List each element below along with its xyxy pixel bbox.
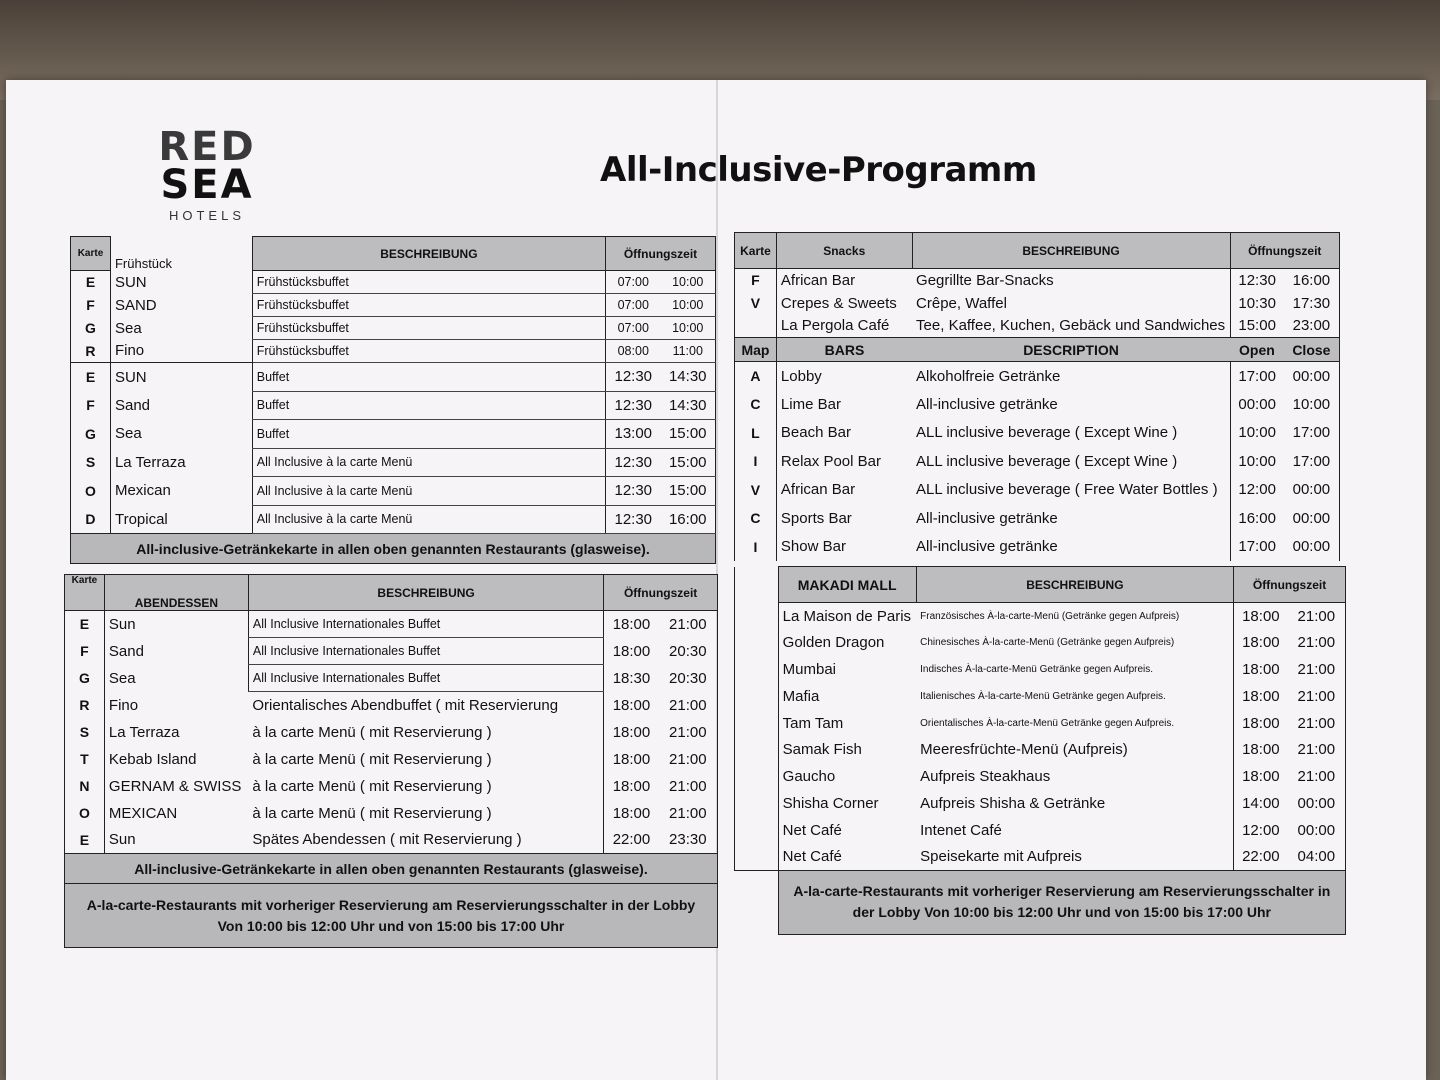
map-code: R: [71, 340, 111, 363]
venue-description: Orientalisches À-la-carte-Menü Getränke gegen Aufpreis.: [920, 717, 1175, 729]
bars-header-name: BARS: [776, 338, 912, 362]
venue-name: Mumbai: [778, 656, 916, 683]
venue-name: Show Bar: [776, 533, 912, 562]
opening-time: 18:30: [604, 665, 659, 692]
venue-description: Gegrillte Bar-Snacks: [916, 271, 1054, 289]
bars-header-desc: DESCRIPTION: [912, 338, 1230, 362]
opening-time: 22:00: [604, 827, 659, 854]
bar-row: [735, 476, 1340, 505]
row-spacer: [735, 710, 779, 737]
mall-row: [735, 603, 1346, 630]
logo-text-sea: SEA: [160, 162, 254, 208]
map-code: [735, 315, 777, 338]
closing-time: 17:00: [1284, 447, 1340, 476]
opening-time: 12:30: [606, 448, 661, 477]
mall-row: [735, 683, 1346, 710]
closing-time: 00:00: [1284, 476, 1340, 505]
map-code: T: [65, 746, 105, 773]
venue-name: Sea: [104, 665, 248, 692]
opening-time: 10:00: [1230, 419, 1284, 448]
venue-name: La Maison de Paris: [778, 603, 916, 630]
opening-time: 10:00: [1230, 447, 1284, 476]
map-code: V: [735, 476, 777, 505]
venue-description: Crêpe, Waffel: [916, 294, 1007, 312]
map-code: V: [735, 292, 777, 315]
venue-description: Buffet: [252, 420, 605, 449]
opening-time: 17:00: [1230, 362, 1284, 391]
venue-description: Tee, Kaffee, Kuchen, Gebäck und Sandwiches: [916, 317, 1226, 335]
map-code: F: [65, 638, 105, 665]
venue-name: La Terraza: [104, 719, 248, 746]
venue-description: Frühstücksbuffet: [252, 340, 605, 363]
breakfast-header-time: Öffnungszeit: [606, 237, 716, 271]
closing-time: 20:30: [659, 638, 718, 665]
map-code: S: [71, 448, 111, 477]
map-code: E: [65, 827, 105, 854]
bar-row: [735, 447, 1340, 476]
opening-time: 18:00: [1234, 629, 1288, 656]
opening-time: 18:00: [604, 800, 659, 827]
venue-description: Aufpreis Steakhaus: [920, 768, 1051, 786]
dinner-header-name: ABENDESSEN: [104, 575, 248, 611]
closing-time: 21:00: [1288, 710, 1346, 737]
row-spacer: [735, 844, 779, 871]
opening-time: 18:00: [1234, 710, 1288, 737]
lunch-row: [71, 391, 716, 420]
venue-description: à la carte Menü ( mit Reservierung ): [252, 750, 492, 768]
opening-time: 18:00: [604, 719, 659, 746]
opening-time: 12:30: [606, 505, 661, 534]
map-code: L: [735, 419, 777, 448]
venue-name: Tam Tam: [778, 710, 916, 737]
bar-row: [735, 419, 1340, 448]
venue-description: All-inclusive getränke: [916, 538, 1058, 556]
opening-time: 12:00: [1234, 817, 1288, 844]
closing-time: 00:00: [1284, 504, 1340, 533]
venue-name: MEXICAN: [104, 800, 248, 827]
snacks-header-code: Karte: [735, 233, 777, 269]
venue-name: La Pergola Café: [776, 315, 912, 338]
snacks-header-desc: BESCHREIBUNG: [912, 233, 1230, 269]
closing-time: 21:00: [1288, 736, 1346, 763]
closing-time: 21:00: [659, 800, 718, 827]
breakfast-row: [71, 294, 716, 317]
bars-header-close: Close: [1284, 338, 1340, 362]
snack-row: [735, 292, 1340, 315]
venue-description: ALL inclusive beverage ( Except Wine ): [916, 452, 1178, 470]
mall-row: [735, 736, 1346, 763]
dinner-reservation-footer: A-la-carte-Restaurants mit vorheriger Reservierung am Reservierungsschalter in der Lobby Von 10:00 bis 12:00 Uhr und von 15:00 bis 17:00 Uhr: [65, 884, 718, 948]
closing-time: 10:00: [660, 271, 715, 294]
opening-time: 00:00: [1230, 390, 1284, 419]
lunch-row: [71, 477, 716, 506]
closing-time: 00:00: [1284, 362, 1340, 391]
dinner-header-time: Öffnungszeit: [604, 575, 718, 611]
breakfast-lunch-table: [70, 236, 716, 564]
dinner-header-code: Karte: [65, 575, 105, 611]
opening-time: 18:00: [604, 692, 659, 719]
breakfast-header-name: Frühstück: [114, 255, 173, 271]
row-spacer: [735, 656, 779, 683]
venue-name: Tropical: [110, 505, 252, 534]
map-code: F: [71, 391, 111, 420]
venue-name: Golden Dragon: [778, 629, 916, 656]
venue-name: Sun: [104, 827, 248, 854]
map-code: O: [65, 800, 105, 827]
closing-time: 20:30: [659, 665, 718, 692]
closing-time: 00:00: [1284, 533, 1340, 562]
closing-time: 21:00: [1288, 603, 1346, 630]
opening-time: 18:00: [1234, 763, 1288, 790]
row-spacer: [735, 763, 779, 790]
closing-time: 21:00: [659, 611, 718, 638]
venue-description: All Inclusive Internationales Buffet: [248, 638, 603, 665]
venue-name: SUN: [110, 363, 252, 392]
mall-header-time: Öffnungszeit: [1234, 567, 1346, 603]
venue-name: Sand: [104, 638, 248, 665]
bar-row: [735, 533, 1340, 562]
venue-name: Fino: [110, 340, 252, 363]
lunch-row: [71, 448, 716, 477]
venue-description: Frühstücksbuffet: [252, 294, 605, 317]
bar-row: [735, 362, 1340, 391]
opening-time: 22:00: [1234, 844, 1288, 871]
map-code: G: [71, 420, 111, 449]
closing-time: 21:00: [1288, 763, 1346, 790]
closing-time: 10:00: [1284, 390, 1340, 419]
venue-description: Frühstücksbuffet: [252, 271, 605, 294]
venue-name: Kebab Island: [104, 746, 248, 773]
lunch-drinks-note: All-inclusive-Getränkekarte in allen oben genannten Restaurants (glasweise).: [71, 534, 716, 564]
map-code: E: [71, 363, 111, 392]
mall-row: [735, 629, 1346, 656]
opening-time: 18:00: [604, 638, 659, 665]
mall-row: [735, 790, 1346, 817]
closing-time: 04:00: [1288, 844, 1346, 871]
dinner-row: [65, 827, 718, 854]
mall-footer-spacer: [735, 870, 779, 934]
venue-description: All Inclusive Internationales Buffet: [248, 665, 603, 692]
venue-name: Sports Bar: [776, 504, 912, 533]
opening-time: 18:00: [1234, 736, 1288, 763]
venue-description: Orientalisches Abendbuffet ( mit Reservierung: [252, 696, 559, 714]
makadi-mall-table: [734, 566, 1346, 935]
mall-row: [735, 763, 1346, 790]
closing-time: 17:30: [1284, 292, 1340, 315]
breakfast-header-desc: BESCHREIBUNG: [252, 237, 605, 271]
map-code: S: [65, 719, 105, 746]
dinner-row: [65, 800, 718, 827]
venue-description: Chinesisches À-la-carte-Menü (Getränke gegen Aufpreis): [920, 637, 1175, 649]
venue-name: Net Café: [778, 844, 916, 871]
dinner-header-desc: BESCHREIBUNG: [248, 575, 603, 611]
snacks-header-name: Snacks: [776, 233, 912, 269]
opening-time: 15:00: [1230, 315, 1284, 338]
opening-time: 07:00: [606, 271, 661, 294]
venue-name: African Bar: [776, 476, 912, 505]
venue-name: Gaucho: [778, 763, 916, 790]
venue-name: Relax Pool Bar: [776, 447, 912, 476]
opening-time: 10:30: [1230, 292, 1284, 315]
closing-time: 15:00: [660, 477, 715, 506]
closing-time: 15:00: [660, 420, 715, 449]
bar-row: [735, 504, 1340, 533]
breakfast-header-code: Karte: [71, 237, 111, 271]
venue-name: Sun: [104, 611, 248, 638]
map-code: A: [735, 362, 777, 391]
map-code: E: [71, 271, 111, 294]
dinner-row: [65, 665, 718, 692]
map-code: R: [65, 692, 105, 719]
closing-time: 21:00: [659, 746, 718, 773]
opening-time: 18:00: [604, 611, 659, 638]
venue-name: Lobby: [776, 362, 912, 391]
closing-time: 21:00: [1288, 683, 1346, 710]
closing-time: 21:00: [1288, 629, 1346, 656]
mall-header-name: MAKADI MALL: [778, 567, 916, 603]
opening-time: 16:00: [1230, 504, 1284, 533]
closing-time: 16:00: [660, 505, 715, 534]
map-code: I: [735, 533, 777, 562]
venue-name: Crepes & Sweets: [776, 292, 912, 315]
dinner-row: [65, 692, 718, 719]
closing-time: 00:00: [1288, 790, 1346, 817]
closing-time: 14:30: [660, 363, 715, 392]
mall-row: [735, 656, 1346, 683]
map-code: N: [65, 773, 105, 800]
venue-description: All Inclusive à la carte Menü: [252, 448, 605, 477]
map-code: O: [71, 477, 111, 506]
row-spacer: [735, 790, 779, 817]
venue-name: Beach Bar: [776, 419, 912, 448]
venue-description: Buffet: [252, 391, 605, 420]
map-code: C: [735, 504, 777, 533]
mall-row: [735, 710, 1346, 737]
mall-reservation-footer: A-la-carte-Restaurants mit vorheriger Reservierung am Reservierungsschalter in der Lobby Von 10:00 bis 12:00 Uhr und von 15:00 bis 17:00 Uhr: [778, 870, 1345, 934]
closing-time: 10:00: [660, 294, 715, 317]
row-spacer: [735, 736, 779, 763]
opening-time: 14:00: [1234, 790, 1288, 817]
dinner-row: [65, 611, 718, 638]
map-code: G: [71, 317, 111, 340]
opening-time: 12:30: [606, 477, 661, 506]
mall-row: [735, 817, 1346, 844]
opening-time: 12:30: [606, 363, 661, 392]
closing-time: 23:00: [1284, 315, 1340, 338]
opening-time: 12:30: [606, 391, 661, 420]
closing-time: 15:00: [660, 448, 715, 477]
row-spacer: [735, 817, 779, 844]
mall-row: [735, 844, 1346, 871]
opening-time: 13:00: [606, 420, 661, 449]
venue-description: All Inclusive à la carte Menü: [252, 505, 605, 534]
map-code: F: [735, 269, 777, 292]
opening-time: 12:30: [1230, 269, 1284, 292]
bar-row: [735, 390, 1340, 419]
venue-name: African Bar: [776, 269, 912, 292]
closing-time: 00:00: [1288, 817, 1346, 844]
snack-row: [735, 269, 1340, 292]
venue-description: à la carte Menü ( mit Reservierung ): [252, 804, 492, 822]
opening-time: 18:00: [1234, 683, 1288, 710]
venue-name: SUN: [110, 271, 252, 294]
lunch-row: [71, 363, 716, 392]
page-title: All-Inclusive-Programm: [600, 150, 1037, 190]
map-code: I: [735, 447, 777, 476]
closing-time: 21:00: [659, 692, 718, 719]
venue-name: Sea: [110, 317, 252, 340]
dinner-row: [65, 719, 718, 746]
venue-description: Speisekarte mit Aufpreis: [920, 848, 1082, 866]
closing-time: 17:00: [1284, 419, 1340, 448]
venue-description: All Inclusive Internationales Buffet: [248, 611, 603, 638]
map-code: E: [65, 611, 105, 638]
row-spacer: [735, 683, 779, 710]
bars-header-code: Map: [735, 338, 777, 362]
venue-description: Buffet: [252, 363, 605, 392]
row-spacer: [735, 629, 779, 656]
opening-time: 12:00: [1230, 476, 1284, 505]
snack-row: [735, 315, 1340, 338]
opening-time: 18:00: [1234, 656, 1288, 683]
breakfast-row: [71, 340, 716, 363]
venue-description: Aufpreis Shisha & Getränke: [920, 794, 1106, 812]
breakfast-row: [71, 317, 716, 340]
closing-time: 10:00: [660, 317, 715, 340]
dinner-row: [65, 773, 718, 800]
venue-name: La Terraza: [110, 448, 252, 477]
lunch-row: [71, 420, 716, 449]
venue-description: Französisches À-la-carte-Menü (Getränke gegen Aufpreis): [920, 610, 1180, 622]
dinner-drinks-note: All-inclusive-Getränkekarte in allen oben genannten Restaurants (glasweise).: [65, 854, 718, 884]
venue-name: Sea: [110, 420, 252, 449]
venue-name: Net Café: [778, 817, 916, 844]
mall-header-spacer: [735, 567, 779, 603]
closing-time: 11:00: [660, 340, 715, 363]
venue-name: Sand: [110, 391, 252, 420]
bars-header-open: Open: [1230, 338, 1284, 362]
map-code: C: [735, 390, 777, 419]
dinner-row: [65, 746, 718, 773]
opening-time: 07:00: [606, 317, 661, 340]
opening-time: 18:00: [604, 746, 659, 773]
snacks-header-time: Öffnungszeit: [1230, 233, 1339, 269]
map-code: F: [71, 294, 111, 317]
closing-time: 23:30: [659, 827, 718, 854]
mall-header-desc: BESCHREIBUNG: [916, 567, 1234, 603]
dinner-row: [65, 638, 718, 665]
venue-name: Fino: [104, 692, 248, 719]
closing-time: 21:00: [1288, 656, 1346, 683]
venue-description: à la carte Menü ( mit Reservierung ): [252, 777, 492, 795]
venue-name: Samak Fish: [778, 736, 916, 763]
venue-description: à la carte Menü ( mit Reservierung ): [252, 723, 492, 741]
logo-text-red: RED: [158, 124, 256, 170]
opening-time: 18:00: [1234, 603, 1288, 630]
venue-name: GERNAM & SWISS: [104, 773, 248, 800]
breakfast-row: [71, 271, 716, 294]
closing-time: 21:00: [659, 719, 718, 746]
venue-description: Italienisches À-la-carte-Menü Getränke gegen Aufpreis.: [920, 690, 1166, 702]
opening-time: 07:00: [606, 294, 661, 317]
closing-time: 14:30: [660, 391, 715, 420]
snacks-bars-table: [734, 232, 1340, 561]
venue-description: Frühstücksbuffet: [252, 317, 605, 340]
venue-name: Lime Bar: [776, 390, 912, 419]
venue-description: All Inclusive à la carte Menü: [252, 477, 605, 506]
venue-description: Alkoholfreie Getränke: [916, 367, 1061, 385]
venue-description: Meeresfrüchte-Menü (Aufpreis): [920, 741, 1128, 759]
venue-name: Mafia: [778, 683, 916, 710]
closing-time: 21:00: [659, 773, 718, 800]
venue-description: Spätes Abendessen ( mit Reservierung ): [252, 831, 522, 849]
venue-description: ALL inclusive beverage ( Except Wine ): [916, 424, 1178, 442]
hotel-logo: [132, 124, 282, 223]
logo-text-hotels: HOTELS: [168, 208, 245, 223]
venue-name: SAND: [110, 294, 252, 317]
map-code: G: [65, 665, 105, 692]
row-spacer: [735, 603, 779, 630]
opening-time: 08:00: [606, 340, 661, 363]
map-code: D: [71, 505, 111, 534]
venue-name: Shisha Corner: [778, 790, 916, 817]
venue-description: All-inclusive getränke: [916, 509, 1058, 527]
opening-time: 18:00: [604, 773, 659, 800]
venue-description: ALL inclusive beverage ( Free Water Bottles ): [916, 481, 1218, 499]
venue-name: Mexican: [110, 477, 252, 506]
venue-description: Intenet Café: [920, 821, 1002, 839]
closing-time: 16:00: [1284, 269, 1340, 292]
opening-time: 17:00: [1230, 533, 1284, 562]
venue-description: Indisches À-la-carte-Menü Getränke gegen Aufpreis.: [920, 663, 1154, 675]
venue-description: All-inclusive getränke: [916, 395, 1058, 413]
dinner-table: [64, 574, 718, 948]
lunch-row: [71, 505, 716, 534]
